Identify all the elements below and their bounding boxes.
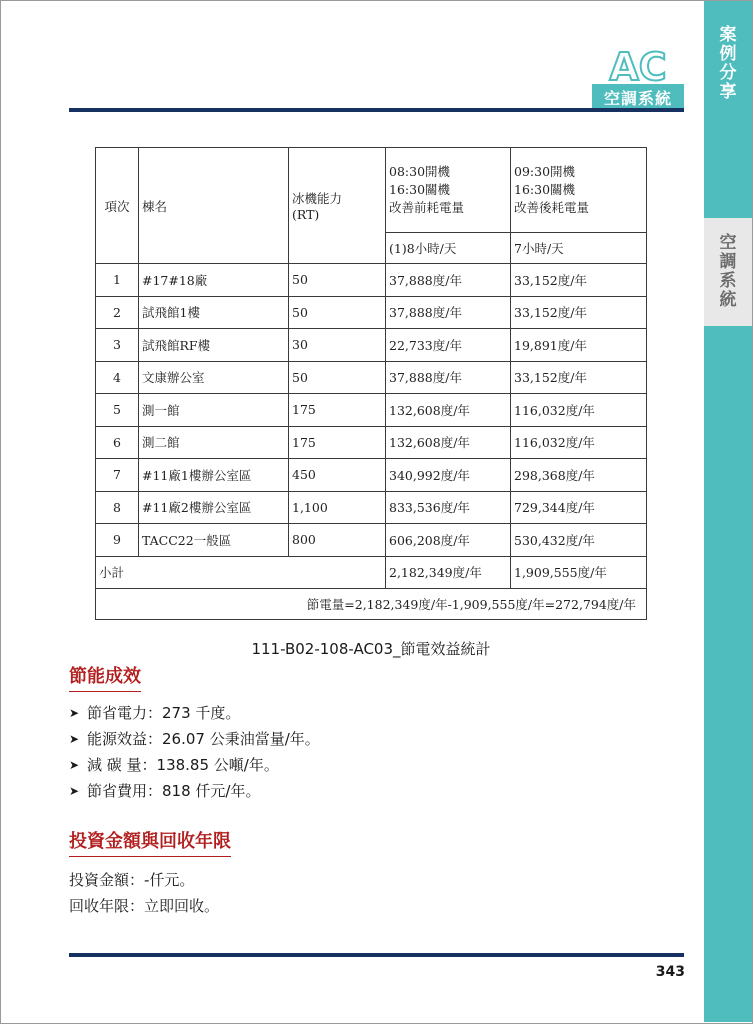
header-building: 棟名 [139, 148, 289, 264]
cell-no: 2 [96, 296, 139, 329]
cell-no: 7 [96, 459, 139, 492]
list-item-text: 節省電力：273 千度。 [87, 704, 241, 722]
cell-no: 3 [96, 329, 139, 362]
cell-no: 8 [96, 491, 139, 524]
cell-capacity: 450 [289, 459, 386, 492]
header-capacity-line1: 冰機能力 [292, 191, 343, 206]
savings-formula: 節電量=2,182,349度/年-1,909,555度/年=272,794度/年 [96, 589, 647, 620]
cell-no: 1 [96, 264, 139, 297]
cell-after: 116,032度/年 [511, 426, 647, 459]
cell-before: 340,992度/年 [386, 459, 511, 492]
footer-rule [69, 953, 684, 957]
cell-before: 132,608度/年 [386, 394, 511, 427]
cell-after: 729,344度/年 [511, 491, 647, 524]
cell-before: 833,536度/年 [386, 491, 511, 524]
sidebar-tab-char: 調 [719, 252, 737, 272]
cell-building: 文康辦公室 [139, 361, 289, 394]
cell-after: 33,152度/年 [511, 264, 647, 297]
cell-building: #11廠1樓辦公室區 [139, 459, 289, 492]
cell-building: 測二館 [139, 426, 289, 459]
cell-before: 132,608度/年 [386, 426, 511, 459]
arrow-bullet-icon: ➤ [69, 758, 80, 772]
header-after-unit: 7小時/天 [511, 233, 647, 264]
cell-capacity: 50 [289, 361, 386, 394]
header-before-unit: (1)8小時/天 [386, 233, 511, 264]
header-rule [69, 108, 684, 112]
cell-after: 33,152度/年 [511, 361, 647, 394]
investment-amount: 投資金額：-仟元。 [69, 871, 195, 889]
sidebar-tab-char: 統 [719, 290, 737, 310]
header-capacity-line2: (RT) [292, 207, 320, 222]
cell-after: 116,032度/年 [511, 394, 647, 427]
section-title-savings: 節能成效 [69, 662, 141, 692]
cell-building: #17#18廠 [139, 264, 289, 297]
list-item-text: 節省費用：818 仟元/年。 [87, 782, 261, 800]
cell-capacity: 1,100 [289, 491, 386, 524]
cell-no: 6 [96, 426, 139, 459]
cell-capacity: 175 [289, 394, 386, 427]
cell-after: 33,152度/年 [511, 296, 647, 329]
list-item [69, 778, 320, 804]
ac-logo [592, 48, 684, 84]
sidebar-tab-char: 享 [719, 82, 737, 102]
cell-before: 37,888度/年 [386, 264, 511, 297]
table-row [96, 329, 647, 362]
list-item-text: 減 碳 量：138.85 公噸/年。 [87, 756, 279, 774]
table-row [96, 426, 647, 459]
header-after-line: 09:30開機 [514, 164, 576, 179]
cell-capacity: 50 [289, 296, 386, 329]
cell-building: TACC22一般區 [139, 524, 289, 557]
table-row [96, 459, 647, 492]
header-after-line: 改善後耗電量 [514, 200, 590, 215]
sidebar-tab-char: 空 [719, 233, 737, 253]
table-row [96, 394, 647, 427]
sidebar-tab-hvac[interactable] [704, 218, 752, 326]
cell-after: 530,432度/年 [511, 524, 647, 557]
cell-before: 22,733度/年 [386, 329, 511, 362]
table-caption: 111-B02-108-AC03_節電效益統計 [251, 640, 491, 658]
subtotal-before: 2,182,349度/年 [386, 556, 511, 589]
table-header-row [96, 148, 647, 233]
cell-after: 298,368度/年 [511, 459, 647, 492]
table-row [96, 264, 647, 297]
sidebar-tab-char: 案 [719, 25, 737, 45]
arrow-bullet-icon: ➤ [69, 784, 80, 798]
payback-period: 回收年限：立即回收。 [69, 897, 220, 915]
cell-building: 測一館 [139, 394, 289, 427]
cell-capacity: 50 [289, 264, 386, 297]
cell-capacity: 175 [289, 426, 386, 459]
cell-building: #11廠2樓辦公室區 [139, 491, 289, 524]
sidebar-tab-case-study[interactable] [704, 26, 752, 116]
list-item-text: 能源效益：26.07 公秉油當量/年。 [87, 730, 320, 748]
header-after-line: 16:30關機 [514, 182, 576, 197]
table-row [96, 491, 647, 524]
cell-no: 5 [96, 394, 139, 427]
list-item [69, 726, 320, 752]
cell-before: 606,208度/年 [386, 524, 511, 557]
energy-table [95, 147, 647, 620]
list-item [69, 700, 320, 726]
section-title-investment: 投資金額與回收年限 [69, 827, 231, 857]
table-row [96, 524, 647, 557]
cell-capacity: 30 [289, 329, 386, 362]
table-row [96, 296, 647, 329]
sidebar-strip [704, 1, 752, 1022]
cell-before: 37,888度/年 [386, 296, 511, 329]
sidebar-tab-char: 系 [719, 271, 737, 291]
ac-logo-text: AC [609, 48, 667, 84]
cell-building: 試飛館RF樓 [139, 329, 289, 362]
subtotal-after: 1,909,555度/年 [511, 556, 647, 589]
list-item [69, 752, 320, 778]
savings-list [69, 700, 320, 804]
cell-no: 9 [96, 524, 139, 557]
sidebar-tab-char: 分 [719, 63, 737, 83]
header-capacity [289, 148, 386, 264]
section-label: 空調系統 [592, 84, 684, 110]
header-before-line: 16:30關機 [389, 182, 451, 197]
cell-no: 4 [96, 361, 139, 394]
header-item: 項次 [96, 148, 139, 264]
cell-capacity: 800 [289, 524, 386, 557]
sidebar-tab-char: 例 [719, 44, 737, 64]
subtotal-label: 小計 [96, 556, 386, 589]
header-after [511, 148, 647, 233]
header-before-line: 08:30開機 [389, 164, 451, 179]
table-subtotal-row [96, 556, 647, 589]
table-total-row [96, 589, 647, 620]
cell-before: 37,888度/年 [386, 361, 511, 394]
cell-building: 試飛館1樓 [139, 296, 289, 329]
header-before [386, 148, 511, 233]
arrow-bullet-icon: ➤ [69, 732, 80, 746]
arrow-bullet-icon: ➤ [69, 706, 80, 720]
cell-after: 19,891度/年 [511, 329, 647, 362]
table-row [96, 361, 647, 394]
header-before-line: 改善前耗電量 [389, 200, 465, 215]
page-number: 343 [655, 964, 685, 980]
